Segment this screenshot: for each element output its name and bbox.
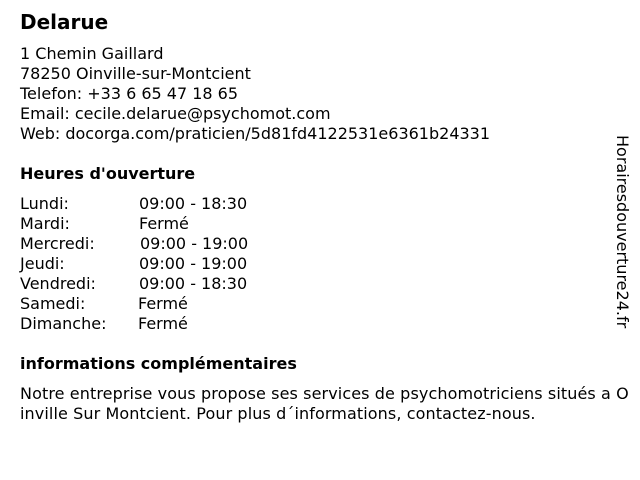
additional-info-heading: informations complémentaires: [20, 354, 297, 373]
opening-hours-heading: Heures d'ouverture: [20, 164, 196, 183]
day-hours: Fermé: [139, 214, 189, 233]
day-label: Vendredi:: [20, 274, 96, 293]
day-label: Lundi:: [20, 194, 69, 213]
phone-line: Telefon: +33 6 65 47 18 65: [20, 84, 239, 103]
day-hours: 09:00 - 19:00: [140, 234, 249, 253]
contact-block: [20, 44, 490, 144]
watermark: [612, 135, 634, 345]
day-label: Samedi:: [20, 294, 86, 313]
day-hours: 09:00 - 18:30: [139, 274, 248, 293]
day-hours: 09:00 - 18:30: [139, 194, 248, 213]
watermark-text: Horairesdouverture24.fr: [613, 135, 632, 329]
day-hours: 09:00 - 19:00: [139, 254, 248, 273]
day-label: Jeudi:: [20, 254, 65, 273]
day-label: Mercredi:: [20, 234, 95, 253]
business-description: Notre entreprise vous propose ses services de psychomotriciens situés a Oinville Sur Montcient. Pour plus d´informations, contactez-nous.: [20, 384, 629, 423]
address-line-2: 78250 Oinville-sur-Montcient: [20, 64, 251, 83]
email-line: Email: cecile.delarue@psychomot.com: [20, 104, 331, 123]
day-hours: Fermé: [138, 314, 188, 333]
business-name: Delarue: [20, 10, 109, 34]
day-label: Mardi:: [20, 214, 70, 233]
web-line: Web: docorga.com/praticien/5d81fd4122531e6361b24331: [20, 124, 491, 143]
address-line-1: 1 Chemin Gaillard: [20, 44, 164, 63]
day-label: Dimanche:: [20, 314, 107, 333]
day-hours: Fermé: [138, 294, 188, 313]
